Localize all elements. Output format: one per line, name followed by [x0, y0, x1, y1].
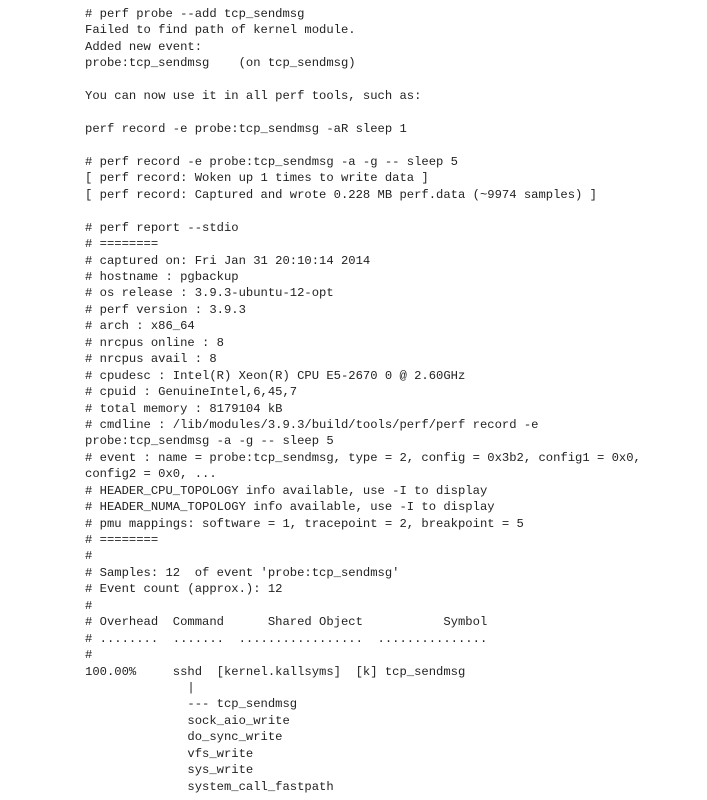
callgraph-line: system_call_fastpath [85, 779, 334, 794]
callgraph-line: sys_write [85, 763, 254, 778]
output-line: Added new event: [85, 39, 203, 54]
report-header-line: # HEADER_NUMA_TOPOLOGY info available, use -I to display [85, 500, 495, 515]
command-line: # perf record -e probe:tcp_sendmsg -a -g -- sleep 5 [85, 154, 458, 169]
callgraph-line: | [85, 680, 195, 695]
blank-line [85, 105, 641, 121]
output-line: You can now use it in all perf tools, such as: [85, 89, 422, 104]
report-header-line: # arch : x86_64 [85, 319, 195, 334]
callgraph-line: sock_aio_write [85, 713, 290, 728]
report-header-line: # cpuid : GenuineIntel,6,45,7 [85, 385, 298, 400]
report-header-line: # perf version : 3.9.3 [85, 302, 246, 317]
report-header-line: # [85, 598, 93, 613]
report-column-headers: # Overhead Command Shared Object Symbol [85, 615, 488, 630]
report-header-line: # [85, 549, 93, 564]
report-header-line: # ======== [85, 533, 159, 547]
report-header-line: # ======== [85, 237, 159, 252]
command-line: # perf probe --add tcp_sendmsg [85, 7, 305, 21]
blank-line [85, 203, 641, 219]
callgraph-line: do_sync_write [85, 730, 283, 745]
report-header-line: # HEADER_CPU_TOPOLOGY info available, use -I to display [85, 483, 488, 498]
output-line: perf record -e probe:tcp_sendmsg -aR sleep 1 [85, 122, 407, 137]
report-header-line: probe:tcp_sendmsg -a -g -- sleep 5 [85, 434, 334, 449]
report-header-line: # [85, 648, 93, 663]
blank-line [85, 138, 641, 154]
callgraph-line: vfs_write [85, 746, 254, 761]
report-header-line: # nrcpus online : 8 [85, 335, 224, 350]
report-header-line: # pmu mappings: software = 1, tracepoint = 2, breakpoint = 5 [85, 516, 524, 531]
report-row: 100.00% sshd [kernel.kallsyms] [k] tcp_sendmsg [85, 664, 466, 679]
report-header-line: # cpudesc : Intel(R) Xeon(R) CPU E5-2670 0 @ 2.60GHz [85, 368, 466, 383]
report-header-line: # nrcpus avail : 8 [85, 352, 217, 367]
output-line: probe:tcp_sendmsg (on tcp_sendmsg) [85, 56, 356, 71]
report-header-line: # Event count (approx.): 12 [85, 582, 283, 597]
blank-line [85, 72, 641, 88]
output-line: [ perf record: Captured and wrote 0.228 MB perf.data (~9974 samples) ] [85, 187, 597, 202]
report-header-line: # total memory : 8179104 kB [85, 401, 283, 416]
output-line: [ perf record: Woken up 1 times to write data ] [85, 171, 429, 186]
report-header-line: # cmdline : /lib/modules/3.9.3/build/tools/perf/perf record -e [85, 417, 539, 432]
output-line: Failed to find path of kernel module. [85, 23, 356, 38]
terminal-output [85, 6, 641, 795]
report-header-line: # Samples: 12 of event 'probe:tcp_sendmsg' [85, 565, 400, 580]
command-line: # perf report --stdio [85, 220, 239, 235]
callgraph-line: --- tcp_sendmsg [85, 697, 298, 712]
report-header-line: config2 = 0x0, ... [85, 467, 217, 482]
report-header-line: # os release : 3.9.3-ubuntu-12-opt [85, 286, 334, 301]
report-header-line: # captured on: Fri Jan 31 20:10:14 2014 [85, 253, 371, 268]
report-header-line: # hostname : pgbackup [85, 270, 239, 284]
report-header-line: # event : name = probe:tcp_sendmsg, type = 2, config = 0x3b2, config1 = 0x0, [85, 450, 641, 465]
report-column-separator: # ........ ....... ................. ............... [85, 631, 488, 646]
